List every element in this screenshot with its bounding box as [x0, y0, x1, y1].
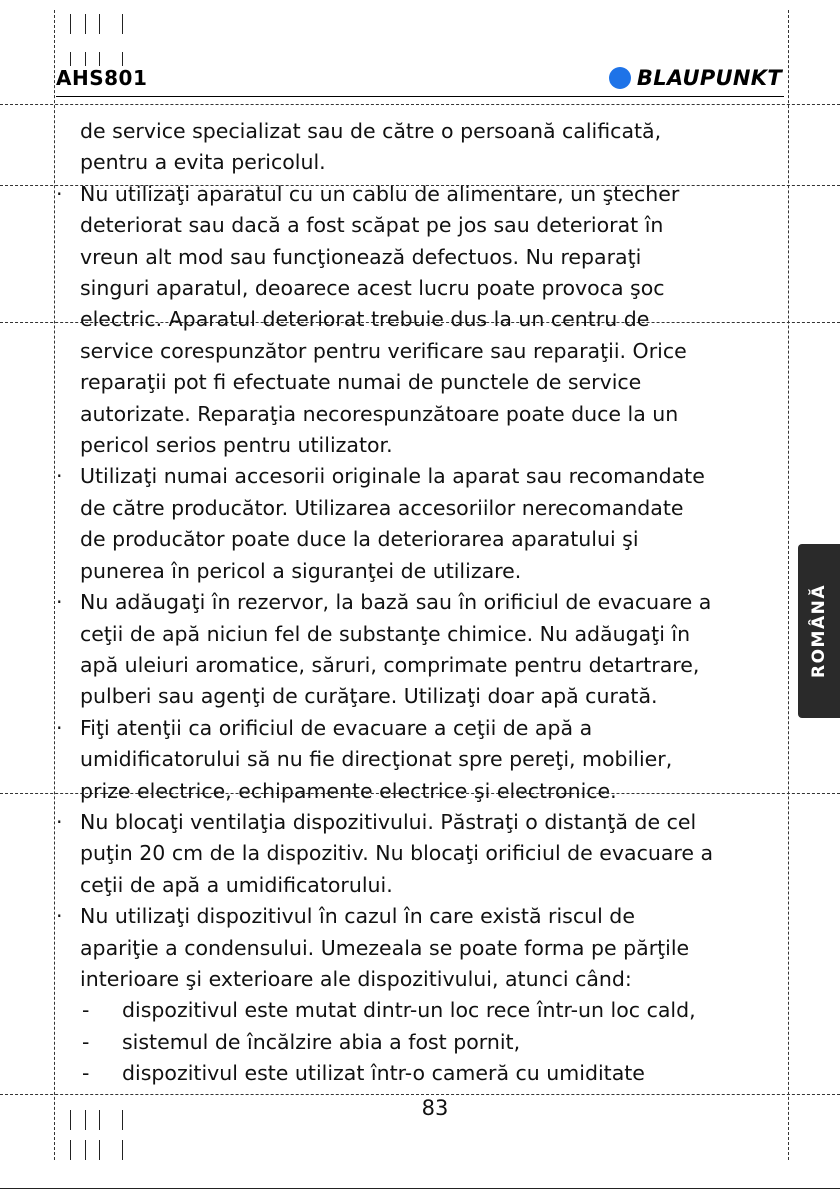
bullet-item [56, 179, 786, 462]
text-line: apariţie a condensului. Umezeala se poate forma pe părţile [80, 935, 690, 960]
model-name: AHS801 [56, 66, 148, 90]
text-line: Nu utilizaţi aparatul cu un cablu de alimentare, un ştecher [80, 181, 680, 206]
text-line: autorizate. Reparaţia necorespunzătoare poate duce la un [80, 401, 679, 426]
text-line: prize electrice, echipamente electrice şi electronice. [80, 778, 617, 803]
brand-dot-icon [609, 67, 631, 89]
dash-list-item [56, 995, 786, 1026]
bullet-item [56, 807, 786, 901]
text-line: apă uleiuri aromatice, săruri, comprimate pentru detartrare, [80, 652, 700, 677]
text-line: ceţii de apă niciun fel de substanţe chimice. Nu adăugaţi în [80, 621, 691, 646]
brand-name: BLAUPUNKT [636, 66, 782, 90]
dash-marker: - [82, 998, 90, 1023]
text-line: Fiţi atenţii ca orificiul de evacuare a ceţii de apă a [80, 715, 593, 740]
text-line: pentru a evita pericolul. [80, 150, 326, 175]
continuation-paragraph [56, 116, 786, 179]
bullet-marker: · [56, 181, 63, 206]
page-number: 83 [421, 1096, 449, 1120]
text-line: reparaţii pot fi efectuate numai de punctele de service [80, 370, 642, 395]
bullet-item [56, 461, 786, 587]
manual-content [56, 116, 786, 1090]
text-line: de service specializat sau de către o persoană calificată, [80, 119, 662, 143]
text-line: de către producător. Utilizarea accesoriilor nerecomandate [80, 495, 684, 520]
brand-logo [609, 66, 782, 90]
bullet-marker: · [56, 715, 63, 740]
text-line: puţin 20 cm de la dispozitiv. Nu blocaţi orificiul de evacuare a [80, 841, 714, 866]
text-line: Utilizaţi numai accesorii originale la aparat sau recomandate [80, 464, 705, 489]
text-line: deteriorat sau dacă a fost scăpat pe jos sau deteriorat în [80, 213, 664, 238]
text-line: punerea în pericol a siguranţei de utilizare. [80, 558, 522, 583]
language-tab-label: ROMÂNĂ [809, 584, 829, 678]
text-line: vreun alt mod sau funcţionează defectuos. Nu reparaţi [80, 244, 642, 269]
header-divider [56, 96, 784, 97]
text-line: service corespunzător pentru verificare sau reparaţii. Orice [80, 338, 687, 363]
language-tab [798, 544, 840, 718]
bullet-marker: · [56, 809, 63, 834]
text-line: Nu blocaţi ventilaţia dispozitivului. Păstraţi o distanţă de cel [80, 809, 697, 834]
text-line: umidificatorului să nu fie direcţionat spre pereţi, mobilier, [80, 747, 673, 772]
text-line: interioare şi exterioare ale dispozitivului, atunci când: [80, 966, 632, 991]
text-line: Nu utilizaţi dispozitivul în cazul în care există riscul de [80, 904, 635, 929]
dash-marker: - [82, 1061, 90, 1086]
bullet-item [56, 901, 786, 995]
text-line: pericol serios pentru utilizator. [80, 433, 393, 458]
bullet-item [56, 713, 786, 807]
dash-list-item [56, 1027, 786, 1058]
bullet-marker: · [56, 904, 63, 929]
dash-marker: - [82, 1029, 90, 1054]
text-line: pulberi sau agenţi de curăţare. Utilizaţi doar apă curată. [80, 684, 658, 709]
text-line: ceţii de apă a umidificatorului. [80, 872, 393, 897]
text-line: sistemul de încălzire abia a fost pornit, [122, 1029, 521, 1054]
bullet-marker: · [56, 464, 63, 489]
text-line: electric. Aparatul deteriorat trebuie dus la un centru de [80, 307, 650, 332]
text-line: dispozitivul este utilizat într-o cameră cu umiditate [122, 1061, 645, 1086]
text-line: dispozitivul este mutat dintr-un loc rece într-un loc cald, [122, 998, 696, 1023]
bullet-item [56, 587, 786, 713]
bullet-marker: · [56, 590, 63, 615]
dash-list-item [56, 1058, 786, 1089]
text-line: Nu adăugaţi în rezervor, la bază sau în orificiul de evacuare a [80, 590, 712, 615]
text-line: singuri aparatul, deoarece acest lucru poate provoca şoc [80, 276, 665, 301]
text-line: de producător poate duce la deteriorarea aparatului şi [80, 527, 639, 552]
